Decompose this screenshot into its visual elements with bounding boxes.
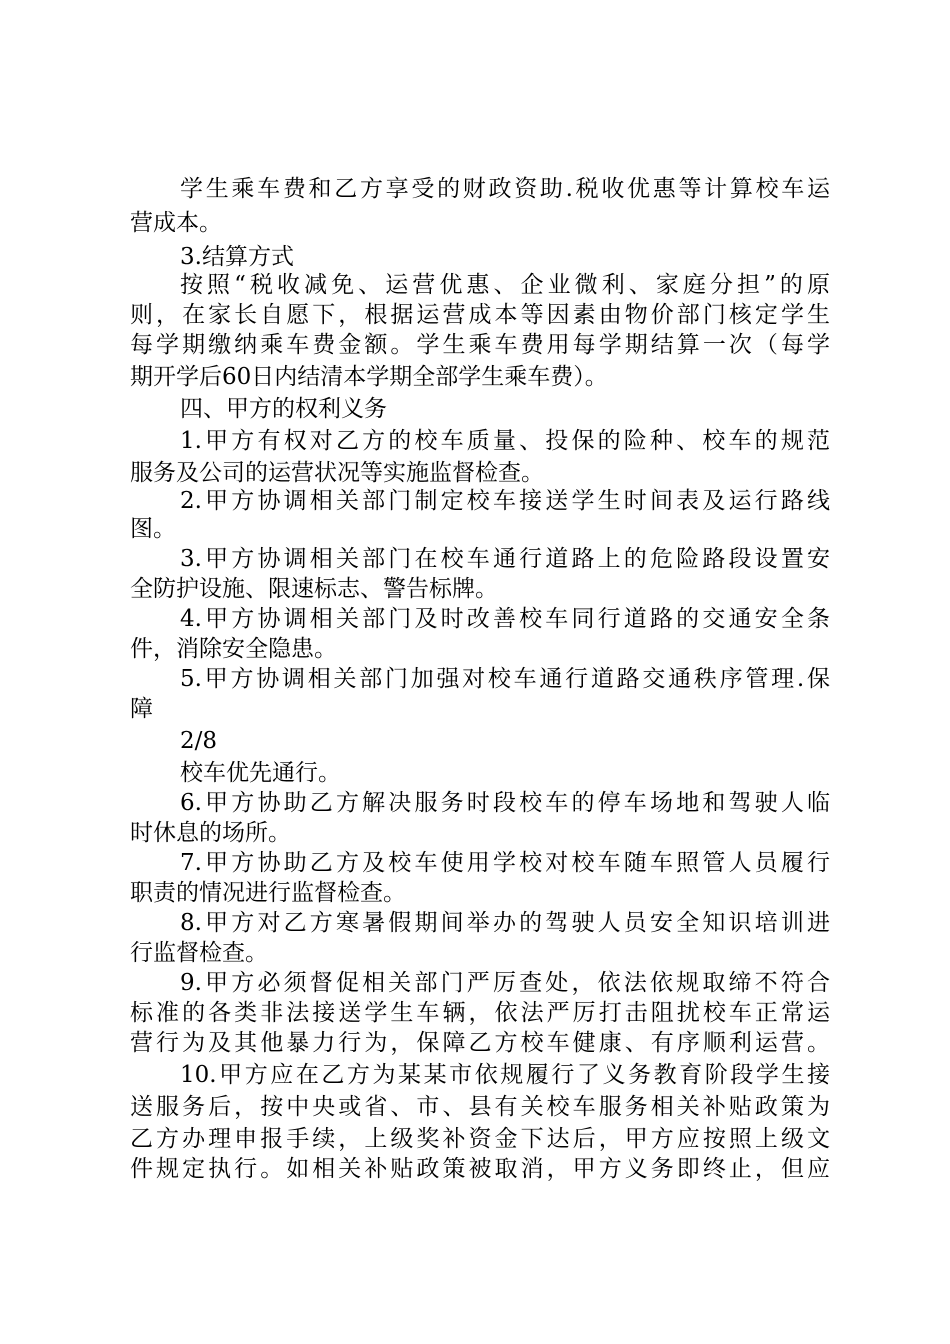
- text-line: 时休息的场所。: [130, 820, 291, 846]
- text-line: 3.甲方协调相关部门在校车通行道路上的危险路段设置安: [180, 546, 830, 572]
- text-line: 5.甲方协调相关部门加强对校车通行道路交通秩序管理.保: [180, 666, 830, 692]
- section-heading: 四、甲方的权利义务: [180, 396, 387, 422]
- text-line: 则，在家长自愿下，根据运营成本等因素由物价部门核定学生: [130, 302, 830, 328]
- text-line: 2.甲方协调相关部门制定校车接送学生时间表及运行路线: [180, 488, 830, 514]
- text-line: 7.甲方协助乙方及校车使用学校对校车随车照管人员履行: [180, 850, 830, 876]
- page-number: 2/8: [180, 728, 218, 754]
- text-line: 每学期缴纳乘车费金额。学生乘车费用每学期结算一次（每学: [130, 332, 830, 358]
- text-line: 4.甲方协调相关部门及时改善校车同行道路的交通安全条: [180, 606, 830, 632]
- text-line: 件，消除安全隐患。: [130, 636, 337, 662]
- text-line: 1.甲方有权对乙方的校车质量、投保的险种、校车的规范: [180, 428, 830, 454]
- text-line: 营成本。: [130, 210, 222, 236]
- text-line: 职责的情况进行监督检查。: [130, 880, 406, 906]
- text-line: 图。: [130, 516, 176, 542]
- text-line: 送服务后，按中央或省、市、县有关校车服务相关补贴政策为: [130, 1094, 830, 1120]
- text-line: 标准的各类非法接送学生车辆，依法严厉打击阻扰校车正常运: [130, 1000, 830, 1026]
- text-line: 行监督检查。: [130, 940, 268, 966]
- text-line: 期开学后60日内结清本学期全部学生乘车费）。: [130, 364, 608, 390]
- text-line: 9.甲方必须督促相关部门严厉查处，依法依规取缔不符合: [180, 970, 830, 996]
- text-line: 8.甲方对乙方寒暑假期间举办的驾驶人员安全知识培训进: [180, 910, 830, 936]
- text-line: 按照“税收减免、运营优惠、企业微利、家庭分担”的原: [180, 272, 830, 298]
- text-line: 全防护设施、限速标志、警告标牌。: [130, 576, 498, 602]
- text-line: 10.甲方应在乙方为某某市依规履行了义务教育阶段学生接: [180, 1062, 830, 1088]
- text-line: 学生乘车费和乙方享受的财政资助.税收优惠等计算校车运: [180, 176, 830, 202]
- section-heading: 3.结算方式: [180, 244, 294, 270]
- text-line: 6.甲方协助乙方解决服务时段校车的停车场地和驾驶人临: [180, 790, 830, 816]
- text-line: 障: [130, 696, 153, 722]
- text-line: 件规定执行。如相关补贴政策被取消，甲方义务即终止，但应: [130, 1156, 830, 1182]
- text-line: 营行为及其他暴力行为，保障乙方校车健康、有序顺利运营。: [130, 1030, 830, 1056]
- text-line: 乙方办理申报手续，上级奖补资金下达后，甲方应按照上级文: [130, 1126, 830, 1152]
- text-line: 服务及公司的运营状况等实施监督检查。: [130, 460, 544, 486]
- text-line: 校车优先通行。: [180, 760, 341, 786]
